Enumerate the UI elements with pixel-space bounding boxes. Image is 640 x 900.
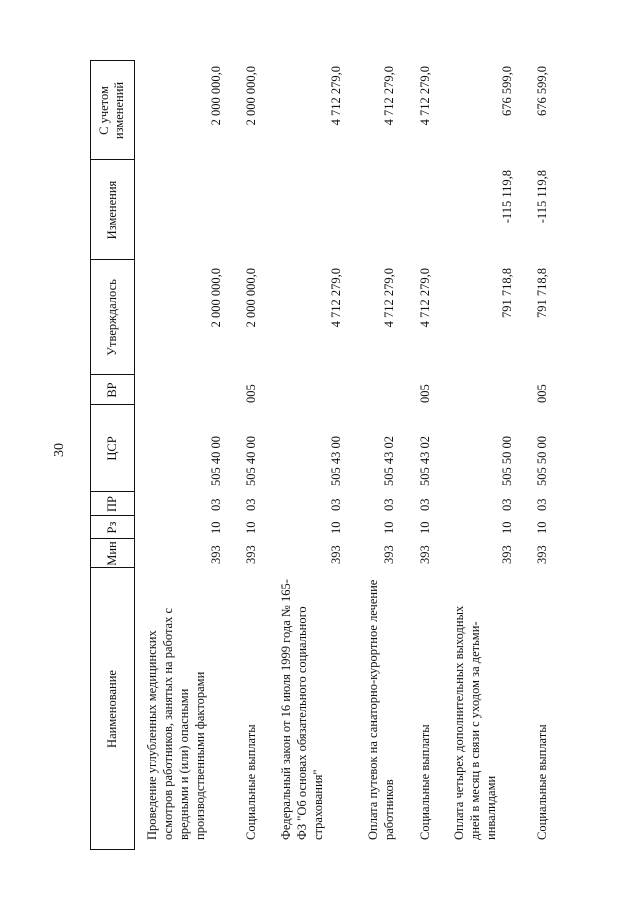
row-5-csr: 505 50 00 <box>500 436 514 486</box>
row-1-min: 393 <box>244 545 258 564</box>
row-0-pr: 03 <box>209 498 223 511</box>
row-6-changes: -115 119,8 <box>535 170 549 224</box>
row-2-csr: 505 43 00 <box>329 436 343 486</box>
page-number: 30 <box>52 443 67 457</box>
row-5-changes: -115 119,8 <box>500 170 514 224</box>
row-4-name: Социальные выплаты <box>418 724 432 840</box>
row-6-pr: 03 <box>535 498 549 511</box>
row-1-approved: 2 000 000,0 <box>244 268 258 328</box>
header-vr: ВР <box>104 382 119 398</box>
row-3-name: Оплата путевок на санаторно-курортное лечение работников <box>366 579 396 840</box>
row-4-with-changes: 4 712 279,0 <box>418 66 432 126</box>
row-3-csr: 505 43 02 <box>382 436 396 486</box>
row-5-name: Оплата четырех дополнительных выходных дней в месяц в связи с уходом за детьми-инвалидами <box>452 605 498 840</box>
header-pr: ПР <box>104 496 119 512</box>
row-4-min: 393 <box>418 545 432 564</box>
row-4-approved: 4 712 279,0 <box>418 268 432 328</box>
row-5-approved: 791 718,8 <box>500 268 514 318</box>
budget-table-tail <box>90 60 570 850</box>
header-name: Наименование <box>104 670 119 748</box>
row-1-csr: 505 40 00 <box>244 436 258 486</box>
row-6-name: Социальные выплаты <box>535 724 549 840</box>
row-5-with-changes: 676 599,0 <box>500 66 514 116</box>
row-5-pr: 03 <box>500 498 514 511</box>
row-3-with-changes: 4 712 279,0 <box>382 66 396 126</box>
row-1-vr: 005 <box>244 384 258 403</box>
row-2-pr: 03 <box>329 498 343 511</box>
row-3-min: 393 <box>382 545 396 564</box>
row-0-min: 393 <box>209 545 223 564</box>
row-2-rz: 10 <box>329 521 343 534</box>
row-0-rz: 10 <box>209 521 223 534</box>
header-approved: Утверждалось <box>104 279 119 356</box>
row-1-name: Социальные выплаты <box>244 724 258 840</box>
rotated-page-content-tail <box>90 60 570 850</box>
row-3-approved: 4 712 279,0 <box>382 268 396 328</box>
row-3-rz: 10 <box>382 521 396 534</box>
row-1-with-changes: 2 000 000,0 <box>244 66 258 126</box>
row-4-rz: 10 <box>418 521 432 534</box>
row-0-with-changes: 2 000 000,0 <box>209 66 223 126</box>
row-2-name: Федеральный закон от 16 июля 1999 года № 165-ФЗ "Об основах обязательного социального страхования" <box>279 579 325 840</box>
row-6-approved: 791 718,8 <box>535 268 549 318</box>
row-1-pr: 03 <box>244 498 258 511</box>
header-with-changes: С учетом изменений <box>97 81 126 140</box>
header-min: Мин <box>104 541 119 566</box>
row-2-with-changes: 4 712 279,0 <box>329 66 343 126</box>
row-2-approved: 4 712 279,0 <box>329 268 343 328</box>
row-1-rz: 10 <box>244 521 258 534</box>
row-0-name: Проведение углубленных медицинских осмотров работников, занятых на работах с вредными и (или) опасными производственными факторами <box>145 607 207 840</box>
row-6-with-changes: 676 599,0 <box>535 66 549 116</box>
row-3-pr: 03 <box>382 498 396 511</box>
row-4-vr: 005 <box>418 384 432 403</box>
row-0-approved: 2 000 000,0 <box>209 268 223 328</box>
row-6-csr: 505 50 00 <box>535 436 549 486</box>
row-5-min: 393 <box>500 545 514 564</box>
row-5-rz: 10 <box>500 521 514 534</box>
row-0-csr: 505 40 00 <box>209 436 223 486</box>
row-6-rz: 10 <box>535 521 549 534</box>
row-2-min: 393 <box>329 545 343 564</box>
header-changes: Изменения <box>104 180 119 240</box>
header-rz: Рз <box>104 521 119 534</box>
header-csr: ЦСР <box>104 436 119 461</box>
row-4-csr: 505 43 02 <box>418 436 432 486</box>
row-6-vr: 005 <box>535 384 549 403</box>
row-4-pr: 03 <box>418 498 432 511</box>
row-6-min: 393 <box>535 545 549 564</box>
